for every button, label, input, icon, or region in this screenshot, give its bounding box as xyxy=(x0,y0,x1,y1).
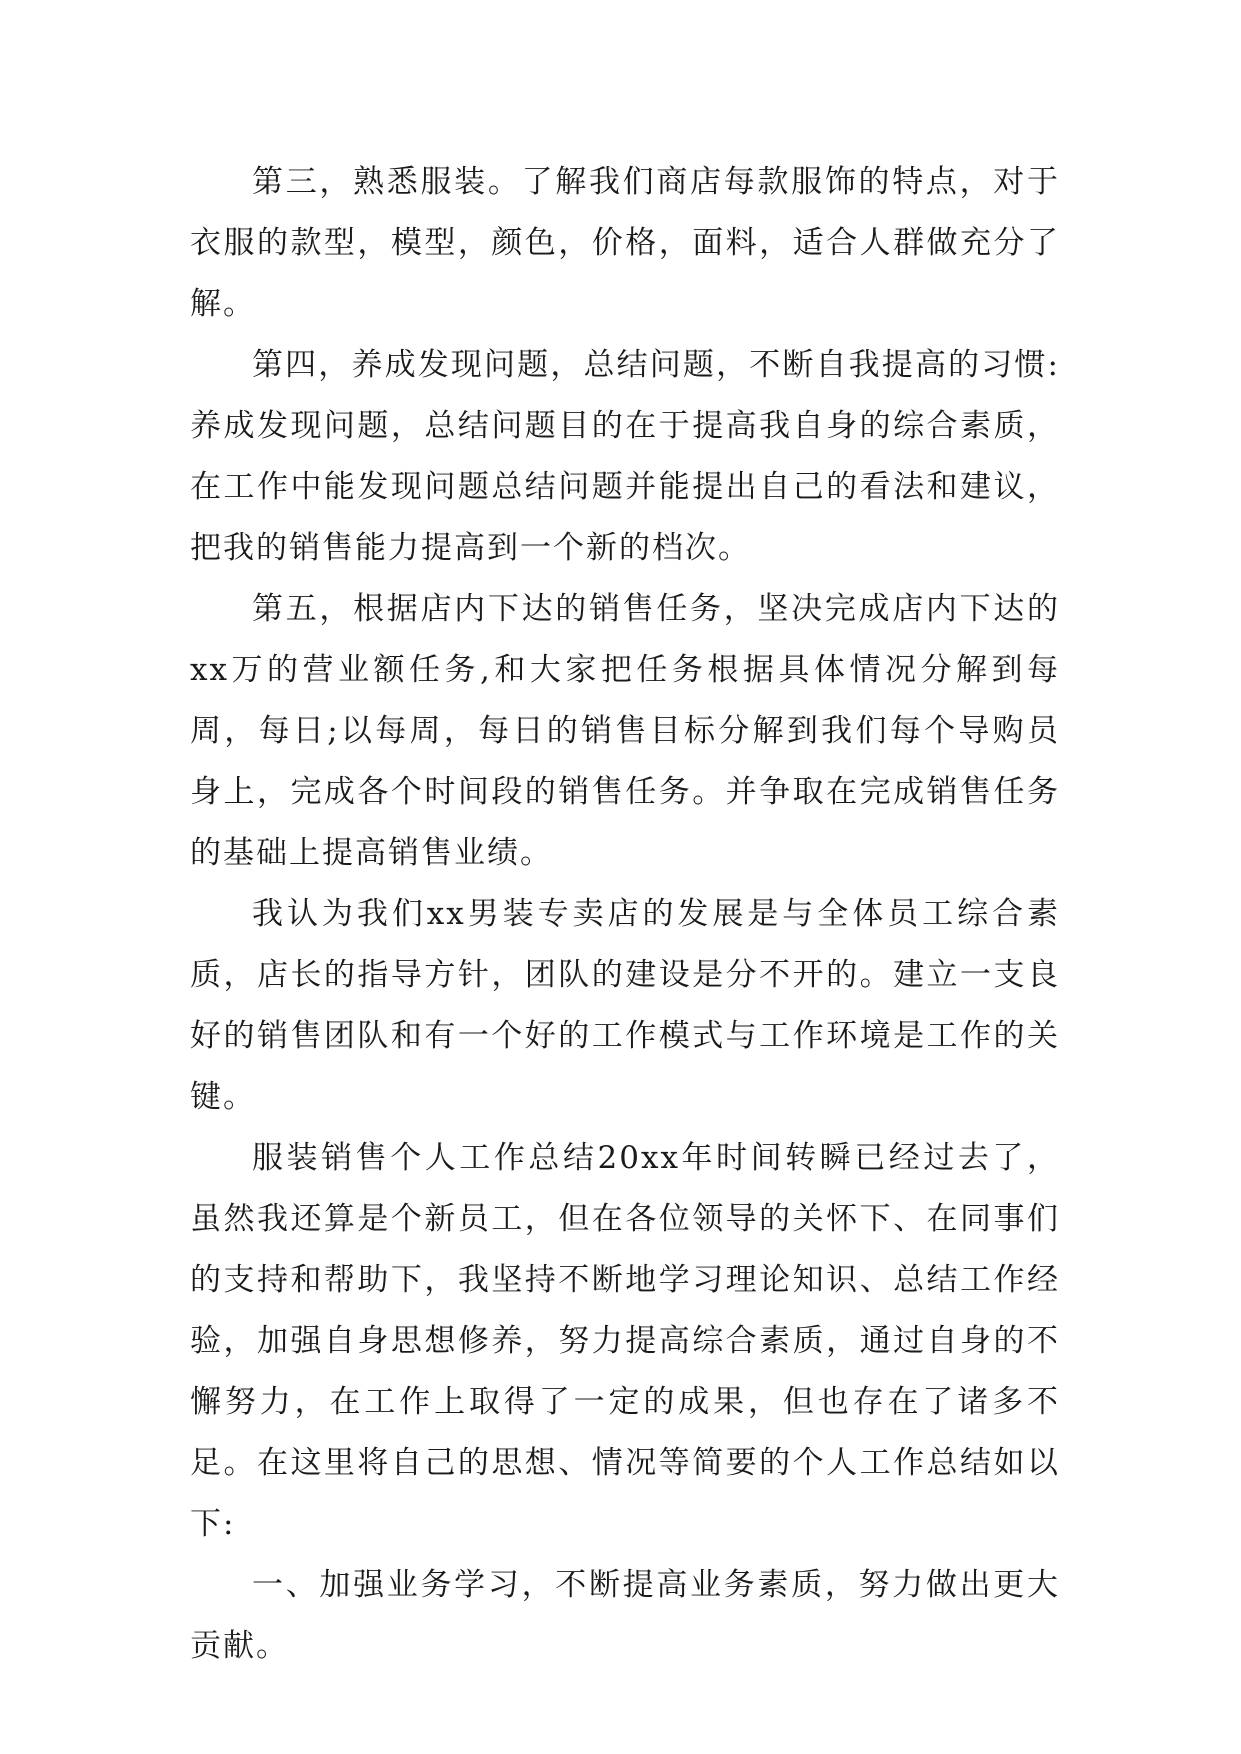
paragraph-sales-tasks: 第五，根据店内下达的销售任务，坚决完成店内下达的xx万的营业额任务,和大家把任务根据具体情况分解到每周，每日;以每周，每日的销售目标分解到我们每个导购员身上，完成各个时间段的销售任务。并争取在完成销售任务的基础上提高销售业绩。 xyxy=(190,591,1060,871)
paragraph-problem-habits: 第四，养成发现问题，总结问题，不断自我提高的习惯:养成发现问题，总结问题目的在于提高我自身的综合素质，在工作中能发现问题总结问题并能提出自己的看法和建议，把我的销售能力提高到一个新的档次。 xyxy=(190,347,1060,566)
paragraph-team-development: 我认为我们xx男装专卖店的发展是与全体员工综合素质，店长的指导方针，团队的建设是分不开的。建立一支良好的销售团队和有一个好的工作模式与工作环境是工作的关键。 xyxy=(190,896,1060,1115)
document-page xyxy=(190,152,1060,1677)
paragraph-summary-intro: 服装销售个人工作总结20xx年时间转瞬已经过去了，虽然我还算是个新员工，但在各位领导的关怀下、在同事们的支持和帮助下，我坚持不断地学习理论知识、总结工作经验，加强自身思想修养，努力提高综合素质，通过自身的不懈努力，在工作上取得了一定的成果，但也存在了诸多不足。在这里将自己的思想、情况等简要的个人工作总结如以下: xyxy=(190,1140,1060,1542)
paragraph-familiar-clothing: 第三，熟悉服装。了解我们商店每款服饰的特点，对于衣服的款型，模型，颜色，价格，面料，适合人群做充分了解。 xyxy=(190,164,1060,322)
paragraph-section-one: 一、加强业务学习，不断提高业务素质，努力做出更大贡献。 xyxy=(190,1567,1060,1664)
